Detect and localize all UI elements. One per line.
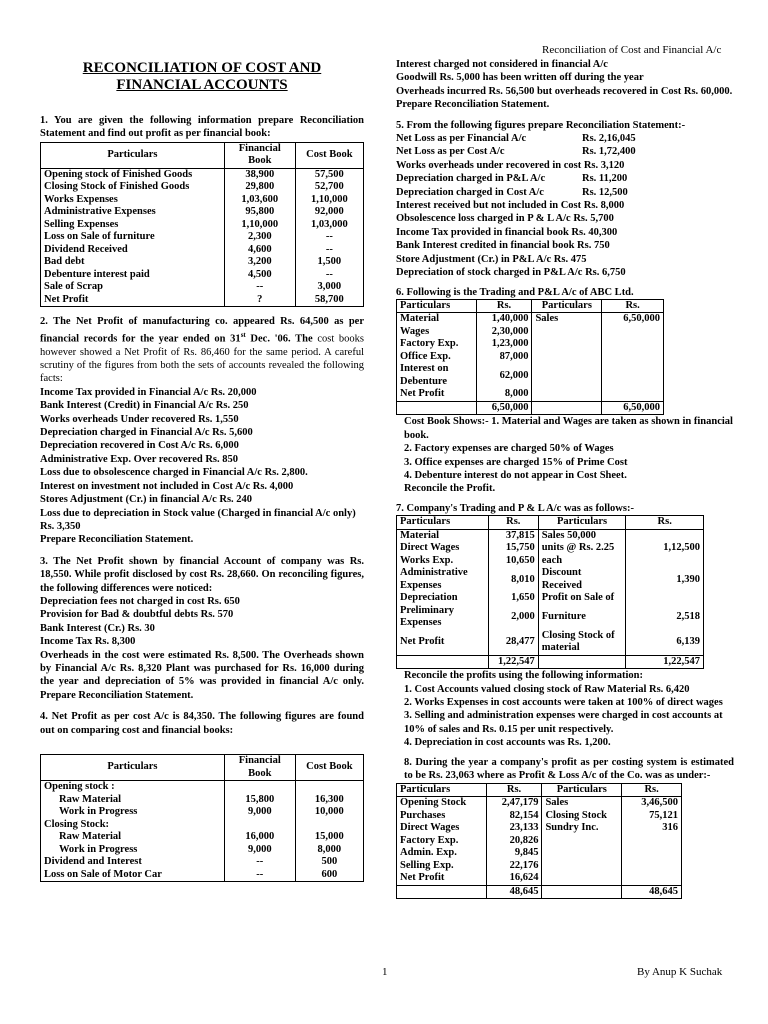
cell-particulars: Raw Material	[59, 831, 122, 842]
cell-cost: 600	[295, 869, 363, 882]
cell-financial: 2,300	[224, 231, 295, 244]
note-line: Reconcile the profits using the following information:	[404, 670, 643, 682]
q5-pairs-2	[396, 172, 734, 199]
cell-particulars: Loss on Sale of furniture	[44, 231, 155, 243]
cell-financial: 3,200	[224, 256, 295, 269]
q3-tail: Overheads in the cost were estimated Rs. 8,500. The Overheads shown by Financial A/c Rs. 8,320 Plant was purchased for Rs. 16,000 during the year and depreciation of 5% was provided in financial A/c only. Prepare Reconciliation Statement.	[40, 649, 364, 701]
cell-debit-particulars: Factory Exp.	[400, 834, 459, 846]
cell-credit-amount	[602, 388, 664, 401]
fact-line: Depreciation of stock charged in P&L A/c Rs. 6,750	[396, 267, 626, 279]
cell-financial: 4,500	[224, 269, 295, 282]
right-column	[396, 58, 734, 899]
cell-financial: 9,000	[224, 806, 295, 819]
cell-credit-amount: 6,139	[626, 630, 704, 656]
table-row	[41, 819, 364, 832]
left-column	[40, 114, 364, 882]
q3-intro: 3. The Net Profit shown by financial Account of company was Rs. 18,550. While profit disclosed by cost Rs. 28,660. On reconciling figures, the following differences were noticed:	[40, 555, 364, 594]
cell-financial: 95,800	[224, 206, 295, 219]
cell-debit-particulars: Selling Exp.	[400, 859, 454, 871]
column-header: Rs.	[488, 516, 538, 530]
cell-debit-particulars: Direct Wages	[400, 542, 460, 554]
cell-credit-particulars: each	[538, 555, 626, 568]
table-row	[397, 872, 682, 885]
total-debit: 6,50,000	[476, 401, 532, 415]
cell-credit-amount: 316	[622, 822, 682, 835]
table-header-row	[41, 142, 364, 168]
fact-line: Income Tax provided in financial book Rs. 40,300	[396, 226, 618, 238]
fact-line: Depreciation charged in Financial A/c Rs. 5,600	[40, 427, 253, 439]
cell-credit-particulars	[532, 351, 602, 364]
title-line-1: RECONCILIATION OF COST AND	[82, 60, 322, 76]
table-row	[397, 313, 664, 326]
q2-intro-a: 2. The Net Profit of manufacturing co. appeared Rs. 64,500 as per financial records for the year ended on 31	[40, 316, 364, 345]
fact-line: Administrative Exp. Over recovered Rs. 850	[40, 453, 239, 465]
cell-blank	[538, 655, 626, 669]
column-header: Financial Book	[224, 142, 295, 168]
q7-intro: 7. Company's Trading and P & L A/c was as follows:-	[396, 502, 634, 514]
cell-debit-particulars: Depreciation	[400, 592, 458, 604]
cell-credit-particulars	[532, 363, 602, 388]
cell-particulars: Work in Progress	[59, 843, 138, 855]
page-number: 1	[382, 966, 388, 978]
fact-line: Works overheads Under recovered Rs. 1,550	[40, 413, 239, 425]
table-row	[397, 363, 664, 388]
cell-credit-particulars: Profit on Sale of	[538, 592, 626, 605]
table-header-row	[397, 299, 664, 313]
cell-cost: 16,300	[295, 794, 363, 807]
cell-particulars: Closing Stock:	[44, 818, 110, 830]
table-row	[41, 231, 364, 244]
cell-credit-amount: 1,12,500	[626, 542, 704, 555]
cell-blank	[397, 655, 489, 669]
cell-particulars: Administrative Expenses	[44, 206, 156, 218]
table-row	[397, 860, 682, 873]
fact-line: Loss due to obsolescence charged in Financial A/c Rs. 2,800.	[40, 467, 308, 479]
column-header: Rs.	[602, 299, 664, 313]
table-row	[397, 555, 704, 568]
table-row	[397, 630, 704, 656]
table-row	[397, 338, 664, 351]
cell-credit-particulars	[542, 860, 622, 873]
cell-debit-particulars: Admin. Exp.	[400, 847, 457, 858]
q6-table	[396, 299, 664, 416]
fact-line: Interest charged not considered in financial A/c	[396, 59, 608, 70]
fact-line: Obsolescence loss charged in P & L A/c Rs. 5,700	[396, 213, 614, 225]
cell-debit-amount: 15,750	[488, 542, 538, 555]
label-value-line	[396, 172, 734, 185]
table-row	[41, 269, 364, 282]
cell-debit-particulars: Administrative Expenses	[400, 567, 468, 591]
cell-credit-particulars: Sales 50,000	[538, 529, 626, 542]
cell-particulars: Net Profit	[44, 293, 89, 305]
q2-intro-b: Dec. '06. The	[245, 333, 313, 345]
cell-credit-amount	[622, 835, 682, 848]
cell-debit-particulars: Interest on Debenture	[400, 363, 449, 387]
cell-credit-amount	[622, 860, 682, 873]
table-row	[41, 831, 364, 844]
cell-financial: --	[224, 281, 295, 294]
note-line: Reconcile the Profit.	[404, 483, 496, 495]
cell-credit-particulars: units @ Rs. 2.25	[538, 542, 626, 555]
column-header: Particulars	[532, 299, 602, 313]
cell-credit-amount	[626, 529, 704, 542]
column-header: Rs.	[626, 516, 704, 530]
cell-debit-amount: 1,650	[488, 592, 538, 605]
fact-line: Prepare Reconciliation Statement.	[40, 534, 194, 546]
total-row	[397, 655, 704, 669]
q4-table	[40, 754, 364, 882]
q4-continued	[396, 58, 734, 112]
cell-credit-particulars	[532, 326, 602, 339]
cell-financial	[224, 819, 295, 832]
line-label: Depreciation charged in P&L A/c	[396, 173, 546, 185]
table-row	[41, 219, 364, 232]
cell-credit-amount	[602, 338, 664, 351]
cell-particulars: Works Expenses	[44, 193, 118, 205]
q8-table	[396, 783, 682, 900]
fact-line: Loss due to depreciation in Stock value (Charged in financial A/c only) Rs. 3,350	[40, 507, 356, 532]
cell-credit-amount	[602, 351, 664, 364]
table-row	[397, 529, 704, 542]
q5-mid: Works overheads under recovered in cost Rs. 3,120	[396, 159, 625, 171]
total-debit: 48,645	[486, 885, 542, 899]
fact-line: Depreciation fees not charged in cost Rs. 650	[40, 595, 240, 607]
cell-credit-particulars: Sales	[542, 797, 622, 810]
cell-financial	[224, 781, 295, 794]
cell-debit-amount: 8,010	[488, 567, 538, 592]
cell-particulars: Sale of Scrap	[44, 281, 103, 293]
cell-financial: 38,900	[224, 168, 295, 181]
fact-line: Provision for Bad & doubtful debts Rs. 570	[40, 609, 234, 621]
table-row	[397, 835, 682, 848]
column-header: Particulars	[542, 783, 622, 797]
cell-debit-amount: 8,000	[476, 388, 532, 401]
table-row	[41, 294, 364, 307]
cell-credit-amount: 3,46,500	[622, 797, 682, 810]
table-row	[397, 847, 682, 860]
fact-line: Goodwill Rs. 5,000 has been written off during the year	[396, 72, 644, 84]
label-value-line	[396, 145, 734, 158]
cell-debit-amount: 87,000	[476, 351, 532, 364]
cell-financial: 4,600	[224, 244, 295, 257]
cell-cost: 58,700	[295, 294, 363, 307]
table-row	[397, 351, 664, 364]
cell-credit-particulars	[542, 847, 622, 860]
line-value: Rs. 12,500	[582, 186, 628, 198]
table-header-row	[41, 755, 364, 781]
cell-debit-amount: 2,47,179	[486, 797, 542, 810]
table-row	[397, 326, 664, 339]
table-row	[397, 592, 704, 605]
cell-cost	[295, 781, 363, 794]
table-row	[41, 856, 364, 869]
cell-credit-particulars: Sundry Inc.	[542, 822, 622, 835]
table-row	[41, 206, 364, 219]
table-row	[41, 194, 364, 207]
cell-cost: 15,000	[295, 831, 363, 844]
cell-credit-amount	[626, 555, 704, 568]
q6-intro: 6. Following is the Trading and P&L A/c of ABC Ltd.	[396, 286, 634, 298]
cell-cost: 1,03,000	[295, 219, 363, 232]
cell-debit-amount: 1,23,000	[476, 338, 532, 351]
line-label: Net Loss as per Cost A/c	[396, 146, 505, 158]
table-header-row	[397, 516, 704, 530]
cell-debit-particulars: Purchases	[400, 809, 446, 821]
cell-particulars: Work in Progress	[59, 806, 138, 817]
cell-particulars: Opening stock :	[44, 781, 115, 792]
table-row	[41, 181, 364, 194]
q1-text: 1. You are given the following information prepare Reconciliation Statement and find out profit as per financial book:	[40, 115, 364, 140]
column-header: Particulars	[397, 516, 489, 530]
cell-debit-amount: 2,30,000	[476, 326, 532, 339]
cell-cost: 10,000	[295, 806, 363, 819]
title-line-2: FINANCIAL ACCOUNTS	[116, 77, 288, 93]
line-value: Rs. 2,16,045	[582, 133, 636, 145]
column-header: Rs.	[476, 299, 532, 313]
fact-line: Depreciation recovered in Cost A/c Rs. 6,000	[40, 440, 239, 452]
note-line: 4. Debenture interest do not appear in Cost Sheet.	[404, 470, 627, 482]
cell-debit-particulars: Works Exp.	[400, 554, 454, 566]
cell-cost: 8,000	[295, 844, 363, 857]
q6-notes	[396, 415, 734, 495]
q4-intro: 4. Net Profit as per cost A/c is 84,350. The following figures are found out on comparing cost and financial books:	[40, 711, 364, 736]
cell-cost: 1,500	[295, 256, 363, 269]
running-header: Reconciliation of Cost and Financial A/c	[542, 44, 722, 56]
cell-cost	[295, 819, 363, 832]
cell-debit-amount: 10,650	[488, 555, 538, 568]
cell-debit-amount: 28,477	[488, 630, 538, 656]
column-header: Rs.	[486, 783, 542, 797]
table-row	[41, 781, 364, 794]
table-row	[397, 567, 704, 592]
note-line: 1. Cost Accounts valued closing stock of Raw Material Rs. 6,420	[404, 683, 690, 695]
table-row	[41, 869, 364, 882]
cell-financial: 15,800	[224, 794, 295, 807]
cell-credit-amount: 1,390	[626, 567, 704, 592]
cell-debit-particulars: Direct Wages	[400, 822, 460, 833]
cell-credit-particulars	[532, 388, 602, 401]
cell-credit-particulars	[532, 338, 602, 351]
column-header: Financial Book	[224, 755, 295, 781]
cell-credit-amount: 6,50,000	[602, 313, 664, 326]
cell-particulars: Dividend and Interest	[44, 856, 142, 867]
cell-debit-particulars: Net Profit	[400, 872, 445, 883]
cell-particulars: Raw Material	[59, 793, 122, 805]
cell-financial: 16,000	[224, 831, 295, 844]
q5-pairs	[396, 132, 734, 159]
cell-cost: --	[295, 269, 363, 282]
cell-financial: --	[224, 856, 295, 869]
column-header: Particulars	[538, 516, 626, 530]
cell-blank	[397, 401, 477, 415]
note-line: 3. Selling and administration expenses were charged in cost accounts at 10% of sales and Rs. 0.15 per unit respectively.	[404, 710, 723, 735]
column-header: Particulars	[41, 142, 225, 168]
q2-facts	[40, 386, 364, 547]
fact-line: Prepare Reconciliation Statement.	[396, 99, 550, 111]
cell-debit-particulars: Net Profit	[400, 388, 445, 400]
table-row	[41, 256, 364, 269]
cell-cost: 92,000	[295, 206, 363, 219]
column-header: Particulars	[397, 783, 487, 797]
table-header-row	[397, 783, 682, 797]
table-row	[41, 794, 364, 807]
cell-credit-amount	[602, 363, 664, 388]
line-label: Depreciation charged in Cost A/c	[396, 186, 544, 198]
column-header: Particulars	[41, 755, 225, 781]
cell-particulars: Opening stock of Finished Goods	[44, 168, 193, 180]
label-value-line	[396, 186, 734, 199]
total-credit: 48,645	[622, 885, 682, 899]
fact-line: Overheads incurred Rs. 56,500 but overheads recovered in Cost Rs. 60,000.	[396, 85, 733, 97]
cell-cost: 1,10,000	[295, 194, 363, 207]
total-debit: 1,22,547	[488, 655, 538, 669]
cell-credit-amount	[622, 872, 682, 885]
cell-cost: 500	[295, 856, 363, 869]
fact-line: Stores Adjustment (Cr.) in financial A/c Rs. 240	[40, 494, 253, 506]
cell-particulars: Selling Expenses	[44, 218, 119, 230]
fact-line: Interest on investment not included in Cost A/c Rs. 4,000	[40, 480, 294, 492]
cell-debit-amount: 16,624	[486, 872, 542, 885]
q5-facts	[396, 199, 734, 279]
table-row	[41, 168, 364, 181]
cell-debit-particulars: Opening Stock	[400, 797, 467, 808]
cell-debit-amount: 37,815	[488, 529, 538, 542]
cell-debit-amount: 82,154	[486, 810, 542, 823]
cell-cost: 3,000	[295, 281, 363, 294]
cell-cost: 57,500	[295, 168, 363, 181]
cell-blank	[532, 401, 602, 415]
cell-credit-particulars	[542, 835, 622, 848]
cell-particulars: Dividend Received	[44, 243, 128, 255]
note-line: 4. Depreciation in cost accounts was Rs. 1,200.	[404, 737, 611, 749]
table-row	[397, 810, 682, 823]
note-line: Cost Book Shows:- 1. Material and Wages are taken as shown in financial book.	[404, 416, 733, 441]
cell-credit-amount	[626, 592, 704, 605]
cell-credit-particulars	[542, 872, 622, 885]
total-credit: 1,22,547	[626, 655, 704, 669]
cell-debit-amount: 9,845	[486, 847, 542, 860]
fact-line: Bank Interest (Credit) in Financial A/c Rs. 250	[40, 400, 249, 412]
q2-intro-sup: st	[240, 330, 246, 339]
table-row	[397, 797, 682, 810]
cell-particulars: Bad debt	[44, 256, 85, 268]
column-header: Particulars	[397, 299, 477, 313]
total-credit: 6,50,000	[602, 401, 664, 415]
cell-debit-particulars: Material	[400, 529, 440, 541]
q2-intro-c: cost books however showed a Net Profit of Rs. 86,460 for the same period. A careful scrutiny of the figures from both the sets of accounts revealed the following facts:	[40, 333, 364, 385]
cell-debit-amount: 62,000	[476, 363, 532, 388]
cell-credit-particulars: Discount Received	[538, 567, 626, 592]
note-line: 2. Works Expenses in cost accounts were taken at 100% of direct wages	[404, 697, 723, 709]
q7-table	[396, 515, 704, 669]
q7-notes	[396, 669, 734, 749]
cell-financial: ?	[224, 294, 295, 307]
table-row	[397, 542, 704, 555]
cell-debit-amount: 2,000	[488, 605, 538, 630]
fact-line: Store Adjustment (Cr.) in P&L A/c Rs. 475	[396, 253, 587, 265]
cell-blank	[542, 885, 622, 899]
table-row	[397, 822, 682, 835]
cell-cost: 52,700	[295, 181, 363, 194]
fact-line: Income Tax Rs. 8,300	[40, 636, 136, 648]
q5-intro: 5. From the following figures prepare Reconciliation Statement:-	[396, 119, 686, 131]
cell-financial: 29,800	[224, 181, 295, 194]
cell-debit-amount: 22,176	[486, 860, 542, 873]
cell-particulars: Loss on Sale of Motor Car	[44, 868, 162, 880]
fact-line: Bank Interest (Cr.) Rs. 30	[40, 622, 155, 634]
line-value: Rs. 1,72,400	[582, 146, 636, 158]
cell-debit-particulars: Factory Exp.	[400, 338, 459, 350]
cell-debit-amount: 23,133	[486, 822, 542, 835]
cell-credit-amount: 2,518	[626, 605, 704, 630]
table-row	[41, 244, 364, 257]
cell-particulars: Closing Stock of Finished Goods	[44, 181, 190, 193]
cell-debit-particulars: Preliminary Expenses	[400, 604, 455, 629]
cell-financial: --	[224, 869, 295, 882]
cell-financial: 1,10,000	[224, 219, 295, 232]
fact-line: Bank Interest credited in financial book Rs. 750	[396, 240, 610, 252]
author-credit: By Anup K Suchak	[637, 966, 723, 978]
total-row	[397, 885, 682, 899]
cell-credit-amount	[622, 847, 682, 860]
cell-credit-particulars: Furniture	[538, 605, 626, 630]
cell-debit-particulars: Net Profit	[400, 636, 445, 647]
note-line: 2. Factory expenses are charged 50% of Wages	[404, 443, 614, 455]
fact-line: Income Tax provided in Financial A/c Rs. 20,000	[40, 386, 257, 398]
label-value-line	[396, 132, 734, 145]
cell-debit-particulars: Material	[400, 313, 440, 325]
q1-table	[40, 142, 364, 308]
column-header: Cost Book	[295, 142, 363, 168]
cell-blank	[397, 885, 487, 899]
table-row	[397, 388, 664, 401]
line-label: Net Loss as per Financial A/c	[396, 133, 527, 145]
total-row	[397, 401, 664, 415]
cell-financial: 1,03,600	[224, 194, 295, 207]
cell-financial: 9,000	[224, 844, 295, 857]
cell-credit-particulars: Closing Stock	[542, 810, 622, 823]
q8-intro: 8. During the year a company's profit as per costing system is estimated to be Rs. 23,063 where as Profit & Loss A/c of the Co. was as under:-	[404, 756, 734, 782]
cell-credit-amount: 75,121	[622, 810, 682, 823]
cell-particulars: Debenture interest paid	[44, 268, 150, 280]
cell-debit-particulars: Office Exp.	[400, 350, 451, 362]
cell-debit-amount: 1,40,000	[476, 313, 532, 326]
q2-intro	[40, 315, 364, 386]
cell-cost: --	[295, 244, 363, 257]
table-row	[41, 281, 364, 294]
cell-credit-amount	[602, 326, 664, 339]
cell-debit-particulars: Wages	[400, 325, 430, 337]
line-value: Rs. 11,200	[582, 173, 628, 185]
table-row	[397, 605, 704, 630]
q3-facts	[40, 595, 364, 649]
cell-cost: --	[295, 231, 363, 244]
cell-credit-particulars: Closing Stock of material	[538, 630, 626, 656]
cell-credit-particulars: Sales	[532, 313, 602, 326]
cell-debit-amount: 20,826	[486, 835, 542, 848]
page-title	[40, 60, 364, 94]
fact-line: Interest received but not included in Cost Rs. 8,000	[396, 200, 625, 212]
column-header: Cost Book	[295, 755, 363, 781]
column-header: Rs.	[622, 783, 682, 797]
note-line: 3. Office expenses are charged 15% of Prime Cost	[404, 456, 628, 468]
table-row	[41, 844, 364, 857]
table-row	[41, 806, 364, 819]
